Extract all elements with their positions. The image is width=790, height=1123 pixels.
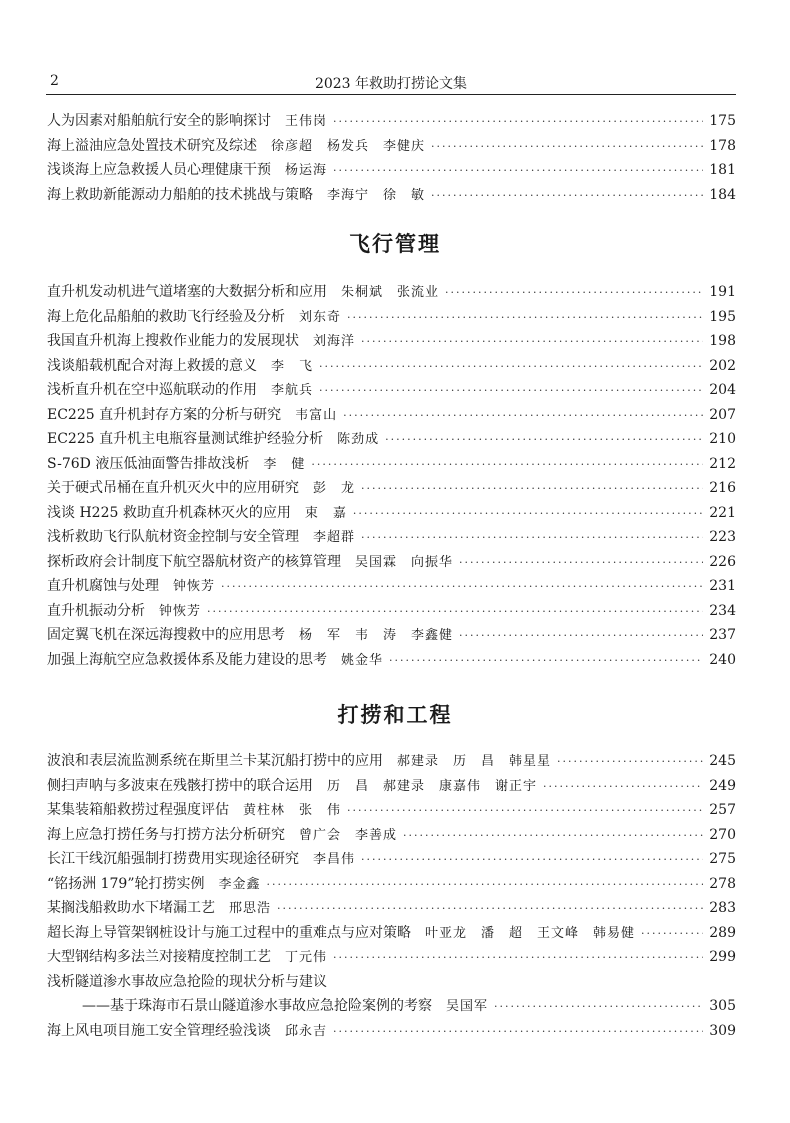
entry-page-number: 223 (709, 529, 736, 545)
entry-page-number: 309 (709, 1022, 736, 1039)
dot-leader (431, 189, 703, 202)
dot-leader (494, 1000, 703, 1013)
entry-authors: 郝建录 历 昌 韩星星 (397, 754, 552, 769)
entry-title: “铭扬洲 179”轮打捞实例 (47, 875, 205, 892)
entry-page-number: 234 (709, 602, 736, 619)
toc-entry[interactable] (47, 897, 736, 921)
entry-page-number: 245 (709, 753, 736, 769)
toc-entry[interactable] (47, 453, 736, 477)
toc-entry[interactable] (47, 379, 736, 403)
entry-title: 海上风电项目施工安全管理经验浅谈 (47, 1022, 271, 1039)
entry-title: 浅析隧道渗水事故应急抢险的现状分析与建议 (47, 973, 327, 990)
entry-title: 探析政府会计制度下航空器航材资产的核算管理 (47, 553, 341, 570)
entry-authors: 黄柱林 张 伟 (243, 803, 342, 818)
entry-title: S-76D 液压低油面警告排故浅析 (47, 455, 250, 472)
entry-title: ——基于珠海市石景山隧道渗水事故应急抢险案例的考察 (82, 998, 432, 1014)
dot-leader (333, 951, 703, 964)
dot-leader (459, 556, 703, 569)
entry-authors: 李航兵 (271, 383, 314, 398)
entry-page-number: 226 (709, 553, 736, 570)
dot-leader (333, 164, 703, 177)
dot-leader (361, 482, 703, 495)
entry-title: 人为因素对船舶航行安全的影响探讨 (47, 113, 271, 129)
toc-entry[interactable] (47, 159, 736, 183)
toc-entry[interactable] (82, 995, 736, 1019)
entry-authors: 陈劲成 (337, 432, 380, 447)
toc-entry[interactable] (47, 775, 736, 799)
dot-leader (361, 531, 703, 544)
dot-leader (389, 654, 703, 667)
toc-entry[interactable] (47, 600, 736, 624)
entry-page-number: 175 (709, 113, 736, 129)
entry-title: 浅谈海上应急救援人员心理健康干预 (47, 162, 271, 178)
entry-authors: 历 昌 郝建录 康嘉伟 谢正宇 (327, 778, 538, 794)
entry-authors: 李金鑫 (218, 876, 261, 892)
entry-authors: 邱永吉 (285, 1023, 328, 1039)
dot-leader (361, 335, 703, 348)
toc-entry[interactable] (47, 971, 736, 995)
entry-title: EC225 直升机主电瓶容量测试维护经验分析 (47, 431, 324, 447)
entry-page-number: 212 (709, 455, 736, 472)
dot-leader (385, 433, 703, 446)
dot-leader (207, 605, 703, 618)
dot-leader (361, 853, 703, 866)
section-title: 打捞和工程 (337, 703, 453, 727)
dot-leader (221, 580, 703, 593)
dot-leader (333, 115, 703, 128)
entry-authors: 杨 军 韦 涛 李鑫健 (299, 628, 454, 643)
entry-title: 固定翼飞机在深远海搜救中的应用思考 (47, 627, 285, 643)
entry-authors: 李昌伟 (313, 852, 356, 867)
entry-authors: 吴国霖 向振华 (355, 554, 454, 570)
entry-authors: 李 健 (263, 456, 306, 472)
entry-title: 加强上海航空应急救援体系及能力建设的思考 (47, 651, 327, 668)
entry-page-number: 289 (709, 924, 736, 941)
entry-page-number: 275 (709, 851, 736, 867)
entry-title: 我国直升机海上搜救作业能力的发展现状 (47, 333, 299, 349)
dot-leader (277, 902, 703, 915)
entry-title: 侧扫声呐与多波束在残骸打捞中的联合运用 (47, 777, 313, 794)
entry-page-number: 178 (709, 137, 736, 154)
entry-page-number: 210 (709, 431, 736, 447)
dot-leader (353, 507, 703, 520)
entry-authors: 王伟岗 (285, 114, 328, 129)
toc-entry[interactable] (47, 184, 736, 208)
dot-leader (641, 927, 703, 940)
entry-page-number: 278 (709, 875, 736, 892)
entry-title: 波浪和表层流监测系统在斯里兰卡某沉船打捞中的应用 (47, 753, 383, 769)
toc-entry[interactable] (47, 624, 736, 648)
entry-page-number: 299 (709, 949, 736, 965)
toc-entry[interactable] (47, 750, 736, 774)
entry-page-number: 283 (709, 900, 736, 916)
section-title: 飞行管理 (349, 232, 441, 256)
entry-page-number: 181 (709, 162, 736, 178)
toc-entry[interactable] (47, 355, 736, 379)
entry-page-number: 305 (709, 998, 736, 1014)
toc-entry[interactable] (47, 946, 736, 970)
toc-entry[interactable] (47, 526, 736, 550)
toc-entry[interactable] (47, 873, 736, 897)
toc-entry[interactable] (47, 477, 736, 501)
running-header (46, 72, 736, 95)
entry-authors: 杨运海 (285, 163, 328, 178)
dot-leader (543, 780, 703, 793)
entry-authors: 彭 龙 (313, 481, 356, 496)
entry-title: 海上溢油应急处置技术研究及综述 (47, 137, 257, 154)
dot-leader (319, 384, 703, 397)
entry-page-number: 249 (709, 777, 736, 794)
entry-page-number: 257 (709, 802, 736, 818)
entry-page-number: 240 (709, 651, 736, 668)
entry-title: 超长海上导管架钢桩设计与施工过程中的重难点与应对策略 (47, 924, 411, 941)
entry-title: 海上救助新能源动力船舶的技术挑战与策略 (47, 186, 313, 203)
entry-page-number: 202 (709, 357, 736, 374)
dot-leader (431, 140, 703, 153)
toc-entry[interactable] (47, 848, 736, 872)
dot-leader (267, 878, 704, 891)
dot-leader (311, 458, 703, 471)
toc-entry[interactable] (47, 281, 736, 305)
entry-authors: 刘海洋 (313, 334, 356, 349)
entry-page-number: 270 (709, 826, 736, 843)
toc-entry[interactable] (47, 824, 736, 848)
entry-title: EC225 直升机封存方案的分析与研究 (47, 406, 282, 423)
entry-title: 直升机发动机进气道堵塞的大数据分析和应用 (47, 284, 327, 300)
entry-authors: 钟恢芳 (159, 603, 202, 619)
entry-page-number: 198 (709, 333, 736, 349)
toc-entry[interactable] (47, 135, 736, 159)
entry-title: 浅析直升机在空中巡航联动的作用 (47, 382, 257, 398)
toc-entry[interactable] (47, 649, 736, 673)
toc-entry[interactable] (47, 551, 736, 575)
entry-authors: 李超群 (313, 530, 356, 545)
entry-title: 直升机振动分析 (47, 602, 145, 619)
entry-authors: 李 飞 (271, 358, 314, 374)
entry-title: 浅谈 H225 救助直升机森林灭火的应用 (47, 504, 291, 521)
entry-authors: 朱桐斌 张流业 (341, 285, 440, 300)
entry-page-number: 195 (709, 308, 736, 325)
entry-authors: 吴国军 (446, 999, 489, 1014)
dot-leader (343, 409, 703, 422)
entry-title: 海上应急打捞任务与打捞方法分析研究 (47, 826, 285, 843)
entry-title: 某搁浅船救助水下堵漏工艺 (47, 900, 215, 916)
entry-authors: 束 嘉 (304, 505, 347, 521)
page-number: 2 (50, 73, 59, 89)
entry-title: 直升机腐蚀与处理 (47, 578, 159, 594)
book-title: 2023 年救助打捞论文集 (314, 76, 468, 92)
entry-authors: 徐彦超 杨发兵 李健庆 (271, 138, 426, 154)
entry-title: 浅谈船载机配合对海上救援的意义 (47, 357, 257, 374)
entry-page-number: 231 (709, 578, 736, 594)
entry-title: 某集装箱船救捞过程强度评估 (47, 802, 229, 818)
entry-authors: 叶亚龙 潘 超 王文峰 韩易健 (425, 925, 636, 941)
toc-entry[interactable] (47, 110, 736, 134)
entry-title: 海上危化品船舶的救助飞行经验及分析 (47, 308, 285, 325)
entry-title: 大型钢结构多法兰对接精度控制工艺 (47, 949, 271, 965)
dot-leader (319, 360, 703, 373)
dot-leader (459, 629, 703, 642)
toc-entry[interactable] (47, 575, 736, 599)
entry-authors: 韦富山 (295, 407, 338, 423)
entry-page-number: 184 (709, 186, 736, 203)
entry-authors: 李海宁 徐 敏 (327, 187, 426, 203)
toc-entry[interactable] (47, 922, 736, 946)
entry-page-number: 237 (709, 627, 736, 643)
entry-page-number: 204 (709, 382, 736, 398)
entry-authors: 姚金华 (341, 652, 384, 668)
entry-page-number: 191 (709, 284, 736, 300)
entry-title: 浅析救助飞行队航材资金控制与安全管理 (47, 529, 299, 545)
toc-entry[interactable] (47, 428, 736, 452)
toc-entry[interactable] (47, 404, 736, 428)
dot-leader (445, 286, 703, 299)
toc-entry[interactable] (47, 330, 736, 354)
toc-entry[interactable] (47, 502, 736, 526)
dot-leader (557, 755, 703, 768)
toc-entry[interactable] (47, 799, 736, 823)
dot-leader (403, 829, 703, 842)
dot-leader (347, 804, 703, 817)
entry-authors: 邢思浩 (229, 901, 272, 916)
entry-title: 关于硬式吊桶在直升机灭火中的应用研究 (47, 480, 299, 496)
toc-entry[interactable] (47, 1020, 736, 1044)
entry-page-number: 207 (709, 406, 736, 423)
entry-authors: 钟恢芳 (173, 579, 216, 594)
entry-page-number: 221 (709, 504, 736, 521)
toc-entry[interactable] (47, 306, 736, 330)
dot-leader (333, 1025, 703, 1038)
entry-authors: 曾广会 李善成 (299, 827, 398, 843)
dot-leader (347, 311, 703, 324)
entry-authors: 丁元伟 (285, 950, 328, 965)
entry-title: 长江干线沉船强制打捞费用实现途径研究 (47, 851, 299, 867)
entry-authors: 刘东奇 (299, 309, 342, 325)
entry-page-number: 216 (709, 480, 736, 496)
